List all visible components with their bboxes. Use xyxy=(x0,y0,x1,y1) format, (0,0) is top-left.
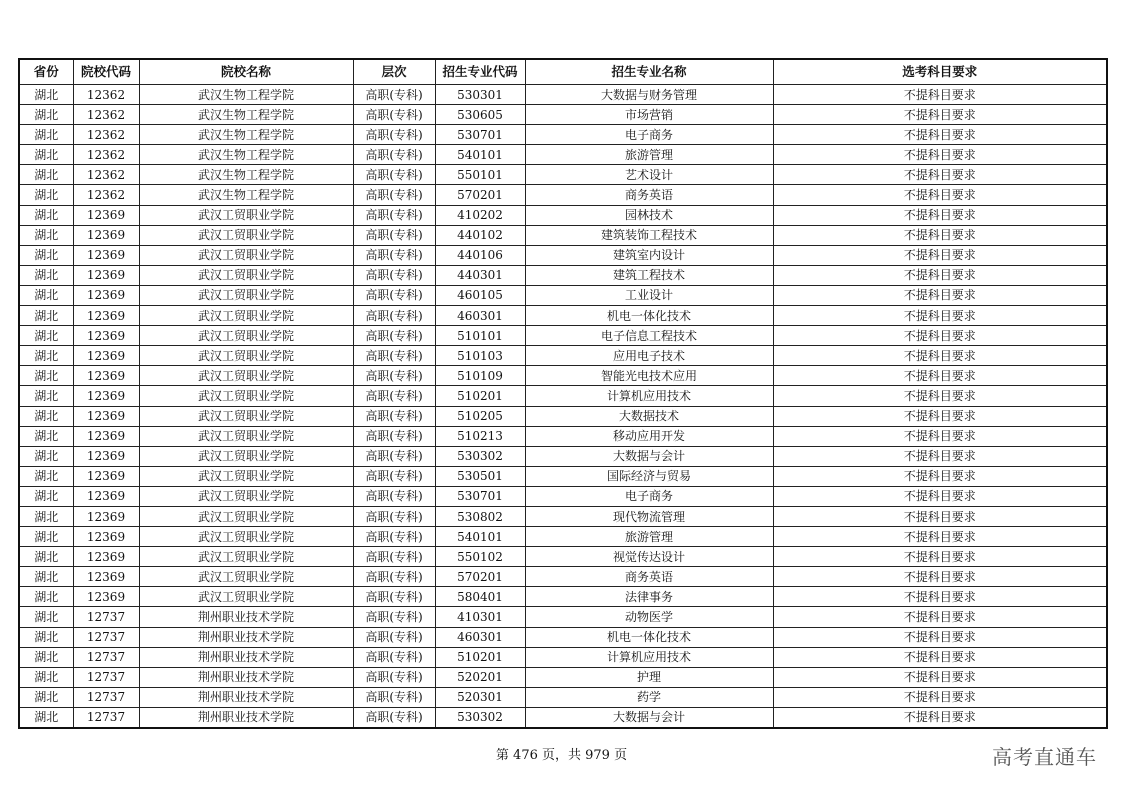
cell-school-code: 12369 xyxy=(73,406,139,426)
cell-major-name: 艺术设计 xyxy=(525,165,773,185)
cell-school-code: 12369 xyxy=(73,486,139,506)
cell-school-name: 武汉工贸职业学院 xyxy=(139,527,353,547)
table-body xyxy=(19,85,1107,729)
cell-major-code: 440106 xyxy=(435,245,525,265)
cell-level: 高职(专科) xyxy=(353,185,435,205)
cell-level: 高职(专科) xyxy=(353,205,435,225)
cell-school-name: 荆州职业技术学院 xyxy=(139,627,353,647)
table-row xyxy=(19,386,1107,406)
cell-major-code: 550102 xyxy=(435,547,525,567)
cell-school-name: 武汉工贸职业学院 xyxy=(139,225,353,245)
cell-major-name: 大数据与会计 xyxy=(525,707,773,728)
cell-province: 湖北 xyxy=(19,627,73,647)
cell-subject-requirement: 不提科目要求 xyxy=(773,607,1107,627)
table-row xyxy=(19,105,1107,125)
cell-level: 高职(专科) xyxy=(353,627,435,647)
cell-school-code: 12737 xyxy=(73,647,139,667)
cell-subject-requirement: 不提科目要求 xyxy=(773,346,1107,366)
cell-school-code: 12737 xyxy=(73,607,139,627)
table-row xyxy=(19,446,1107,466)
cell-major-name: 大数据与会计 xyxy=(525,446,773,466)
cell-level: 高职(专科) xyxy=(353,426,435,446)
table-row xyxy=(19,627,1107,647)
cell-level: 高职(专科) xyxy=(353,486,435,506)
cell-province: 湖北 xyxy=(19,245,73,265)
cell-province: 湖北 xyxy=(19,346,73,366)
cell-major-code: 510101 xyxy=(435,326,525,346)
cell-province: 湖北 xyxy=(19,145,73,165)
cell-subject-requirement: 不提科目要求 xyxy=(773,567,1107,587)
cell-subject-requirement: 不提科目要求 xyxy=(773,265,1107,285)
cell-school-code: 12362 xyxy=(73,165,139,185)
cell-school-name: 武汉工贸职业学院 xyxy=(139,306,353,326)
cell-province: 湖北 xyxy=(19,667,73,687)
cell-level: 高职(专科) xyxy=(353,145,435,165)
page-number: 第 476 页，共 979 页 xyxy=(495,748,628,763)
header-major-name: 招生专业名称 xyxy=(525,59,773,85)
table-row xyxy=(19,426,1107,446)
cell-province: 湖北 xyxy=(19,587,73,607)
cell-school-code: 12369 xyxy=(73,306,139,326)
cell-major-name: 大数据技术 xyxy=(525,406,773,426)
cell-level: 高职(专科) xyxy=(353,105,435,125)
cell-province: 湖北 xyxy=(19,105,73,125)
cell-subject-requirement: 不提科目要求 xyxy=(773,225,1107,245)
header-school-name: 院校名称 xyxy=(139,59,353,85)
cell-major-code: 520301 xyxy=(435,687,525,707)
table-row xyxy=(19,245,1107,265)
cell-school-name: 武汉工贸职业学院 xyxy=(139,466,353,486)
cell-level: 高职(专科) xyxy=(353,386,435,406)
table-row xyxy=(19,85,1107,105)
cell-school-code: 12369 xyxy=(73,366,139,386)
cell-level: 高职(专科) xyxy=(353,265,435,285)
cell-major-code: 530302 xyxy=(435,707,525,728)
table-row xyxy=(19,466,1107,486)
cell-school-code: 12369 xyxy=(73,346,139,366)
header-subject-requirement: 选考科目要求 xyxy=(773,59,1107,85)
table-row xyxy=(19,486,1107,506)
cell-subject-requirement: 不提科目要求 xyxy=(773,506,1107,526)
table-row xyxy=(19,607,1107,627)
cell-province: 湖北 xyxy=(19,647,73,667)
cell-subject-requirement: 不提科目要求 xyxy=(773,386,1107,406)
cell-school-name: 武汉工贸职业学院 xyxy=(139,406,353,426)
cell-school-name: 荆州职业技术学院 xyxy=(139,667,353,687)
cell-major-name: 药学 xyxy=(525,687,773,707)
cell-level: 高职(专科) xyxy=(353,285,435,305)
table-row xyxy=(19,125,1107,145)
table-row xyxy=(19,587,1107,607)
cell-subject-requirement: 不提科目要求 xyxy=(773,105,1107,125)
cell-level: 高职(专科) xyxy=(353,707,435,728)
table-row xyxy=(19,265,1107,285)
cell-school-code: 12369 xyxy=(73,527,139,547)
table-row xyxy=(19,205,1107,225)
cell-level: 高职(专科) xyxy=(353,366,435,386)
cell-subject-requirement: 不提科目要求 xyxy=(773,687,1107,707)
cell-major-code: 540101 xyxy=(435,145,525,165)
cell-school-name: 武汉生物工程学院 xyxy=(139,145,353,165)
cell-subject-requirement: 不提科目要求 xyxy=(773,446,1107,466)
cell-province: 湖北 xyxy=(19,205,73,225)
cell-subject-requirement: 不提科目要求 xyxy=(773,406,1107,426)
cell-major-name: 园林技术 xyxy=(525,205,773,225)
cell-level: 高职(专科) xyxy=(353,547,435,567)
cell-level: 高职(专科) xyxy=(353,125,435,145)
cell-level: 高职(专科) xyxy=(353,346,435,366)
table-row xyxy=(19,346,1107,366)
cell-school-code: 12362 xyxy=(73,85,139,105)
cell-school-name: 武汉工贸职业学院 xyxy=(139,386,353,406)
cell-province: 湖北 xyxy=(19,446,73,466)
cell-major-name: 旅游管理 xyxy=(525,527,773,547)
cell-major-code: 460301 xyxy=(435,306,525,326)
table-row xyxy=(19,165,1107,185)
cell-major-code: 440301 xyxy=(435,265,525,285)
cell-province: 湖北 xyxy=(19,185,73,205)
cell-province: 湖北 xyxy=(19,225,73,245)
cell-major-code: 540101 xyxy=(435,527,525,547)
cell-province: 湖北 xyxy=(19,707,73,728)
cell-province: 湖北 xyxy=(19,567,73,587)
cell-school-name: 武汉生物工程学院 xyxy=(139,185,353,205)
cell-level: 高职(专科) xyxy=(353,667,435,687)
cell-school-code: 12369 xyxy=(73,285,139,305)
cell-major-code: 510109 xyxy=(435,366,525,386)
cell-school-name: 武汉工贸职业学院 xyxy=(139,326,353,346)
cell-major-code: 510213 xyxy=(435,426,525,446)
header-school-code: 院校代码 xyxy=(73,59,139,85)
cell-school-code: 12369 xyxy=(73,265,139,285)
cell-subject-requirement: 不提科目要求 xyxy=(773,85,1107,105)
cell-school-code: 12737 xyxy=(73,627,139,647)
cell-school-code: 12369 xyxy=(73,386,139,406)
table-row xyxy=(19,547,1107,567)
cell-school-name: 武汉生物工程学院 xyxy=(139,125,353,145)
cell-school-name: 武汉工贸职业学院 xyxy=(139,587,353,607)
cell-province: 湖北 xyxy=(19,306,73,326)
cell-subject-requirement: 不提科目要求 xyxy=(773,426,1107,446)
cell-major-name: 电子商务 xyxy=(525,125,773,145)
cell-level: 高职(专科) xyxy=(353,85,435,105)
cell-school-code: 12369 xyxy=(73,466,139,486)
cell-school-code: 12369 xyxy=(73,587,139,607)
cell-school-name: 武汉生物工程学院 xyxy=(139,105,353,125)
cell-school-code: 12369 xyxy=(73,205,139,225)
cell-major-name: 计算机应用技术 xyxy=(525,647,773,667)
cell-major-name: 商务英语 xyxy=(525,567,773,587)
cell-school-code: 12369 xyxy=(73,446,139,466)
cell-subject-requirement: 不提科目要求 xyxy=(773,486,1107,506)
cell-level: 高职(专科) xyxy=(353,165,435,185)
cell-school-code: 12362 xyxy=(73,105,139,125)
cell-major-name: 建筑工程技术 xyxy=(525,265,773,285)
cell-school-code: 12362 xyxy=(73,145,139,165)
table-row xyxy=(19,185,1107,205)
cell-major-code: 460105 xyxy=(435,285,525,305)
cell-subject-requirement: 不提科目要求 xyxy=(773,205,1107,225)
cell-school-name: 武汉工贸职业学院 xyxy=(139,547,353,567)
cell-subject-requirement: 不提科目要求 xyxy=(773,125,1107,145)
cell-province: 湖北 xyxy=(19,506,73,526)
cell-major-name: 建筑装饰工程技术 xyxy=(525,225,773,245)
cell-province: 湖北 xyxy=(19,165,73,185)
cell-major-name: 现代物流管理 xyxy=(525,506,773,526)
table-row xyxy=(19,506,1107,526)
table-row xyxy=(19,225,1107,245)
cell-level: 高职(专科) xyxy=(353,506,435,526)
cell-school-name: 荆州职业技术学院 xyxy=(139,687,353,707)
cell-major-code: 570201 xyxy=(435,567,525,587)
table-row xyxy=(19,326,1107,346)
cell-province: 湖北 xyxy=(19,486,73,506)
cell-school-name: 武汉工贸职业学院 xyxy=(139,567,353,587)
cell-school-code: 12362 xyxy=(73,185,139,205)
cell-major-code: 530301 xyxy=(435,85,525,105)
cell-level: 高职(专科) xyxy=(353,306,435,326)
cell-major-code: 410301 xyxy=(435,607,525,627)
cell-subject-requirement: 不提科目要求 xyxy=(773,647,1107,667)
cell-major-name: 机电一体化技术 xyxy=(525,627,773,647)
cell-major-name: 应用电子技术 xyxy=(525,346,773,366)
cell-major-code: 550101 xyxy=(435,165,525,185)
table-row xyxy=(19,567,1107,587)
cell-subject-requirement: 不提科目要求 xyxy=(773,165,1107,185)
cell-province: 湖北 xyxy=(19,687,73,707)
table-row xyxy=(19,306,1107,326)
table-row xyxy=(19,667,1107,687)
cell-subject-requirement: 不提科目要求 xyxy=(773,547,1107,567)
cell-school-code: 12369 xyxy=(73,567,139,587)
cell-subject-requirement: 不提科目要求 xyxy=(773,587,1107,607)
cell-level: 高职(专科) xyxy=(353,245,435,265)
cell-subject-requirement: 不提科目要求 xyxy=(773,285,1107,305)
cell-school-code: 12362 xyxy=(73,125,139,145)
cell-subject-requirement: 不提科目要求 xyxy=(773,326,1107,346)
table-row xyxy=(19,366,1107,386)
cell-subject-requirement: 不提科目要求 xyxy=(773,466,1107,486)
cell-major-code: 580401 xyxy=(435,587,525,607)
cell-province: 湖北 xyxy=(19,265,73,285)
cell-school-name: 荆州职业技术学院 xyxy=(139,647,353,667)
cell-major-code: 510103 xyxy=(435,346,525,366)
table-row xyxy=(19,406,1107,426)
table-row xyxy=(19,647,1107,667)
cell-level: 高职(专科) xyxy=(353,567,435,587)
cell-major-name: 法律事务 xyxy=(525,587,773,607)
cell-school-code: 12369 xyxy=(73,547,139,567)
cell-subject-requirement: 不提科目要求 xyxy=(773,185,1107,205)
cell-province: 湖北 xyxy=(19,85,73,105)
cell-province: 湖北 xyxy=(19,326,73,346)
cell-school-name: 武汉工贸职业学院 xyxy=(139,426,353,446)
cell-level: 高职(专科) xyxy=(353,466,435,486)
cell-school-code: 12737 xyxy=(73,667,139,687)
cell-province: 湖北 xyxy=(19,466,73,486)
table-row xyxy=(19,707,1107,728)
table-header-row xyxy=(19,59,1107,85)
header-level: 层次 xyxy=(353,59,435,85)
cell-province: 湖北 xyxy=(19,285,73,305)
cell-school-name: 武汉工贸职业学院 xyxy=(139,486,353,506)
cell-major-code: 530701 xyxy=(435,125,525,145)
cell-school-name: 武汉工贸职业学院 xyxy=(139,245,353,265)
cell-school-name: 荆州职业技术学院 xyxy=(139,707,353,728)
cell-province: 湖北 xyxy=(19,547,73,567)
cell-school-code: 12369 xyxy=(73,326,139,346)
table-row xyxy=(19,145,1107,165)
cell-major-name: 电子信息工程技术 xyxy=(525,326,773,346)
cell-subject-requirement: 不提科目要求 xyxy=(773,245,1107,265)
cell-major-code: 510201 xyxy=(435,386,525,406)
cell-major-code: 530802 xyxy=(435,506,525,526)
cell-major-code: 510205 xyxy=(435,406,525,426)
cell-major-name: 机电一体化技术 xyxy=(525,306,773,326)
cell-major-name: 电子商务 xyxy=(525,486,773,506)
cell-major-name: 大数据与财务管理 xyxy=(525,85,773,105)
cell-subject-requirement: 不提科目要求 xyxy=(773,627,1107,647)
cell-major-code: 410202 xyxy=(435,205,525,225)
cell-school-name: 武汉工贸职业学院 xyxy=(139,205,353,225)
cell-province: 湖北 xyxy=(19,406,73,426)
cell-major-code: 530605 xyxy=(435,105,525,125)
cell-subject-requirement: 不提科目要求 xyxy=(773,366,1107,386)
cell-school-name: 武汉工贸职业学院 xyxy=(139,366,353,386)
cell-major-code: 520201 xyxy=(435,667,525,687)
cell-province: 湖北 xyxy=(19,607,73,627)
cell-level: 高职(专科) xyxy=(353,647,435,667)
cell-major-name: 智能光电技术应用 xyxy=(525,366,773,386)
cell-level: 高职(专科) xyxy=(353,225,435,245)
cell-subject-requirement: 不提科目要求 xyxy=(773,707,1107,728)
cell-school-name: 武汉工贸职业学院 xyxy=(139,506,353,526)
cell-school-name: 武汉工贸职业学院 xyxy=(139,446,353,466)
cell-school-name: 武汉工贸职业学院 xyxy=(139,285,353,305)
cell-school-name: 武汉工贸职业学院 xyxy=(139,265,353,285)
cell-province: 湖北 xyxy=(19,426,73,446)
cell-school-name: 武汉生物工程学院 xyxy=(139,85,353,105)
cell-level: 高职(专科) xyxy=(353,527,435,547)
cell-major-code: 570201 xyxy=(435,185,525,205)
cell-major-name: 计算机应用技术 xyxy=(525,386,773,406)
cell-major-code: 530501 xyxy=(435,466,525,486)
cell-major-name: 工业设计 xyxy=(525,285,773,305)
table-row xyxy=(19,285,1107,305)
cell-school-code: 12369 xyxy=(73,245,139,265)
cell-level: 高职(专科) xyxy=(353,687,435,707)
cell-level: 高职(专科) xyxy=(353,406,435,426)
cell-school-name: 武汉生物工程学院 xyxy=(139,165,353,185)
cell-major-name: 视觉传达设计 xyxy=(525,547,773,567)
cell-province: 湖北 xyxy=(19,125,73,145)
cell-major-code: 530701 xyxy=(435,486,525,506)
cell-major-name: 移动应用开发 xyxy=(525,426,773,446)
cell-major-code: 460301 xyxy=(435,627,525,647)
cell-level: 高职(专科) xyxy=(353,446,435,466)
cell-major-code: 510201 xyxy=(435,647,525,667)
cell-level: 高职(专科) xyxy=(353,326,435,346)
cell-school-code: 12369 xyxy=(73,225,139,245)
cell-major-name: 旅游管理 xyxy=(525,145,773,165)
cell-province: 湖北 xyxy=(19,366,73,386)
cell-major-name: 市场营销 xyxy=(525,105,773,125)
cell-school-code: 12737 xyxy=(73,707,139,728)
watermark-logo-text: 高考直通车 xyxy=(992,745,1097,769)
table-row xyxy=(19,527,1107,547)
cell-major-name: 国际经济与贸易 xyxy=(525,466,773,486)
cell-school-code: 12369 xyxy=(73,506,139,526)
cell-major-name: 动物医学 xyxy=(525,607,773,627)
cell-level: 高职(专科) xyxy=(353,587,435,607)
cell-province: 湖北 xyxy=(19,527,73,547)
cell-school-name: 荆州职业技术学院 xyxy=(139,607,353,627)
cell-major-name: 商务英语 xyxy=(525,185,773,205)
cell-subject-requirement: 不提科目要求 xyxy=(773,306,1107,326)
cell-subject-requirement: 不提科目要求 xyxy=(773,667,1107,687)
cell-province: 湖北 xyxy=(19,386,73,406)
cell-major-code: 530302 xyxy=(435,446,525,466)
cell-subject-requirement: 不提科目要求 xyxy=(773,145,1107,165)
table-row xyxy=(19,687,1107,707)
cell-school-code: 12737 xyxy=(73,687,139,707)
header-major-code: 招生专业代码 xyxy=(435,59,525,85)
admissions-table-container xyxy=(18,58,1106,729)
admissions-table xyxy=(18,58,1108,729)
cell-major-name: 建筑室内设计 xyxy=(525,245,773,265)
cell-level: 高职(专科) xyxy=(353,607,435,627)
cell-subject-requirement: 不提科目要求 xyxy=(773,527,1107,547)
cell-school-code: 12369 xyxy=(73,426,139,446)
header-province: 省份 xyxy=(19,59,73,85)
cell-school-name: 武汉工贸职业学院 xyxy=(139,346,353,366)
cell-major-code: 440102 xyxy=(435,225,525,245)
cell-major-name: 护理 xyxy=(525,667,773,687)
